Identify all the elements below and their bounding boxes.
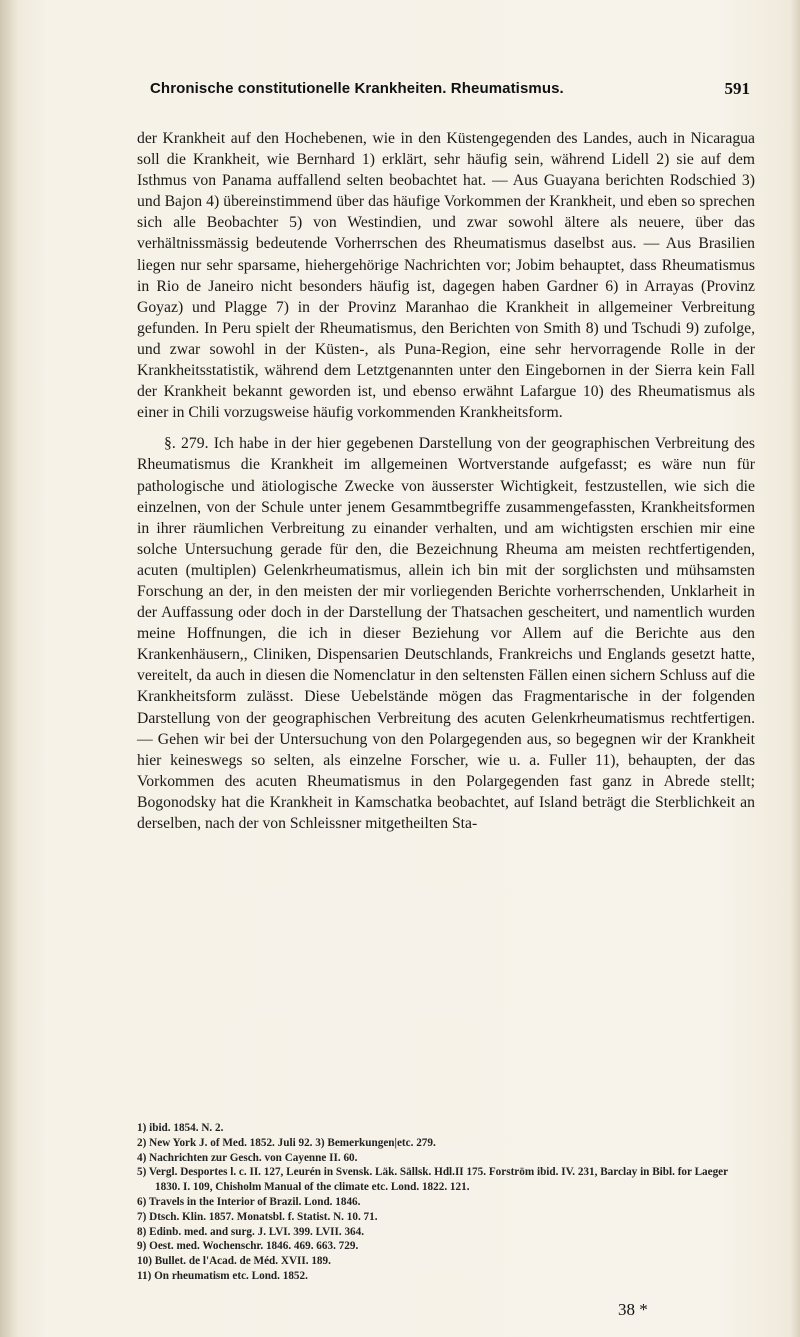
footnote-10: 10) Bullet. de l'Acad. de Méd. XVII. 189. xyxy=(137,1255,331,1268)
page-number: 591 xyxy=(724,79,750,98)
page-edge-shadow xyxy=(790,0,800,1337)
paragraph-continued: der Krankheit auf den Hochebenen, wie in den Küstengegenden des Landes, auch in Nicaragua soll die Krankheit, wie Bernhard 1) erklärt, sehr häufig sein, während Lidell 2) sie auf dem Isthmus von Panama auffallend selten beobachtet hat. — Aus Guayana berichten Rodschied 3) und Bajon 4) übereinstimmend über das häufige Vorkommen der Krankheit, und eben so sprechen sich alle Beobachter 5) von Westindien, und zwar sowohl ältere als neuere, über das verhältnissmässig bedeutende Vorherrschen des Rheumatismus daselbst aus. — Aus Brasilien liegen nur sehr sparsame, hiehergehörige Nachrichten vor; Jobim behauptet, dass Rheumatismus in Rio de Janeiro nicht besonders häufig ist, dagegen haben Gardner 6) in Arrayas (Provinz Goyaz) und Plagge 7) in der Provinz Maranhao die Krankheit in allgemeiner Verbreitung gefunden. In Peru spielt der Rheumatismus, den Berichten von Smith 8) und Tschudi 9) zufolge, und zwar sowohl in der Küsten-, als Puna-Region, eine sehr hervorragende Rolle in der Krankheitsstatistik, während dem Letztgenannten unter den Eingebornen in der Sierra kein Fall der Krankheit bekannt geworden ist, und ebenso erwähnt Lafargue 10) des Rheumatismus als einer in Chili vorzugsweise häufig vorkommenden Krankheitsform. xyxy=(137,130,755,422)
footnotes xyxy=(137,1121,755,1284)
footnote-8: 8) Edinb. med. and surg. J. LVI. 399. LVII. 364. xyxy=(137,1225,365,1238)
footnote-2-3: 2) New York J. of Med. 1852. Juli 92. 3) Bemerkungen|etc. 279. xyxy=(137,1136,436,1149)
binding-edge xyxy=(0,0,18,1337)
footnote-1: 1) ibid. 1854. N. 2. xyxy=(137,1122,224,1134)
footnote-9: 9) Oest. med. Wochenschr. 1846. 469. 663. 729. xyxy=(137,1240,359,1253)
running-head: Chronische constitutionelle Krankheiten. Rheumatismus. xyxy=(150,80,564,97)
paragraph-section-279: §. 279. Ich habe in der hier gegebenen Darstellung von der geographischen Verbreitung des Rheumatismus die Krankheit im allgemeinen Wortverstande aufgefasst; es wäre nun für pathologische und ätiologische Zwecke von äusserster Wichtigkeit, festzustellen, wie sich die einzelnen, von der Schule unter jenem Gesammtbegriffe zusammengefassten, Krankheitsformen in ihrer räumlichen Verbreitung zu einander verhalten, und am wichtigsten erschien mir eine solche Untersuchung gerade für den, die Bezeichnung Rheuma am meisten rechtfertigenden, acuten (multiplen) Gelenkrheumatismus, allein ich bin mit der sorglichsten und mühsamsten Forschung an der, in den meisten der mir vorliegenden Berichte vorherrschenden, Unklarheit in der Auffassung oder doch in der Darstellung der Thatsachen gescheitert, und namentlich wurden meine Hoffnungen, die ich in dieser Beziehung vor Allem auf die Berichte aus den Krankenhäusern,, Cliniken, Dispensarien Deutschlands, Frankreichs und Englands gesetzt hatte, vereitelt, da auch in diesen die Nomenclatur in den seltensten Fällen einen sichern Schluss auf die Krankheitsform zulässt. Diese Uebelstände mögen das Fragmentarische in der folgenden Darstellung von der geographischen Verbreitung des acuten Gelenkrheumatismus rechtfertigen. — Gehen wir bei der Untersuchung von den Polargegenden aus, so begegnen wir der Krankheit hier keineswegs so selten, als einzelne Forscher, wie u. a. Fuller 11), behaupten, der das Vorkommen des acuten Rheumatismus in den Polargegenden fast ganz in Abrede stellt; Bogonodsky hat die Krankheit in Kamschatka beobachtet, auf Island beträgt die Sterblichkeit an derselben, nach der von Schleissner mitgetheilten Sta- xyxy=(137,435,755,832)
signature-mark: 38 * xyxy=(618,1300,648,1319)
main-text xyxy=(137,128,755,834)
page-header xyxy=(150,80,750,106)
footnote-5: 5) Vergl. Desportes l. c. II. 127, Leurén in Svensk. Läk. Sällsk. Hdl.II 175. Forström ibid. IV. 231, Barclay in Bibl. for Laeger 1830. I. 109, Chisholm Manual of the climate etc. Lond. 1822. 121. xyxy=(137,1166,728,1194)
footnote-4: 4) Nachrichten zur Gesch. von Cayenne II. 60. xyxy=(137,1151,358,1164)
footnote-6: 6) Travels in the Interior of Brazil. Lond. 1846. xyxy=(137,1195,361,1208)
footnote-11: 11) On rheumatism etc. Lond. 1852. xyxy=(137,1269,308,1282)
footnote-7: 7) Dtsch. Klin. 1857. Monatsbl. f. Statist. N. 10. 71. xyxy=(137,1210,378,1223)
